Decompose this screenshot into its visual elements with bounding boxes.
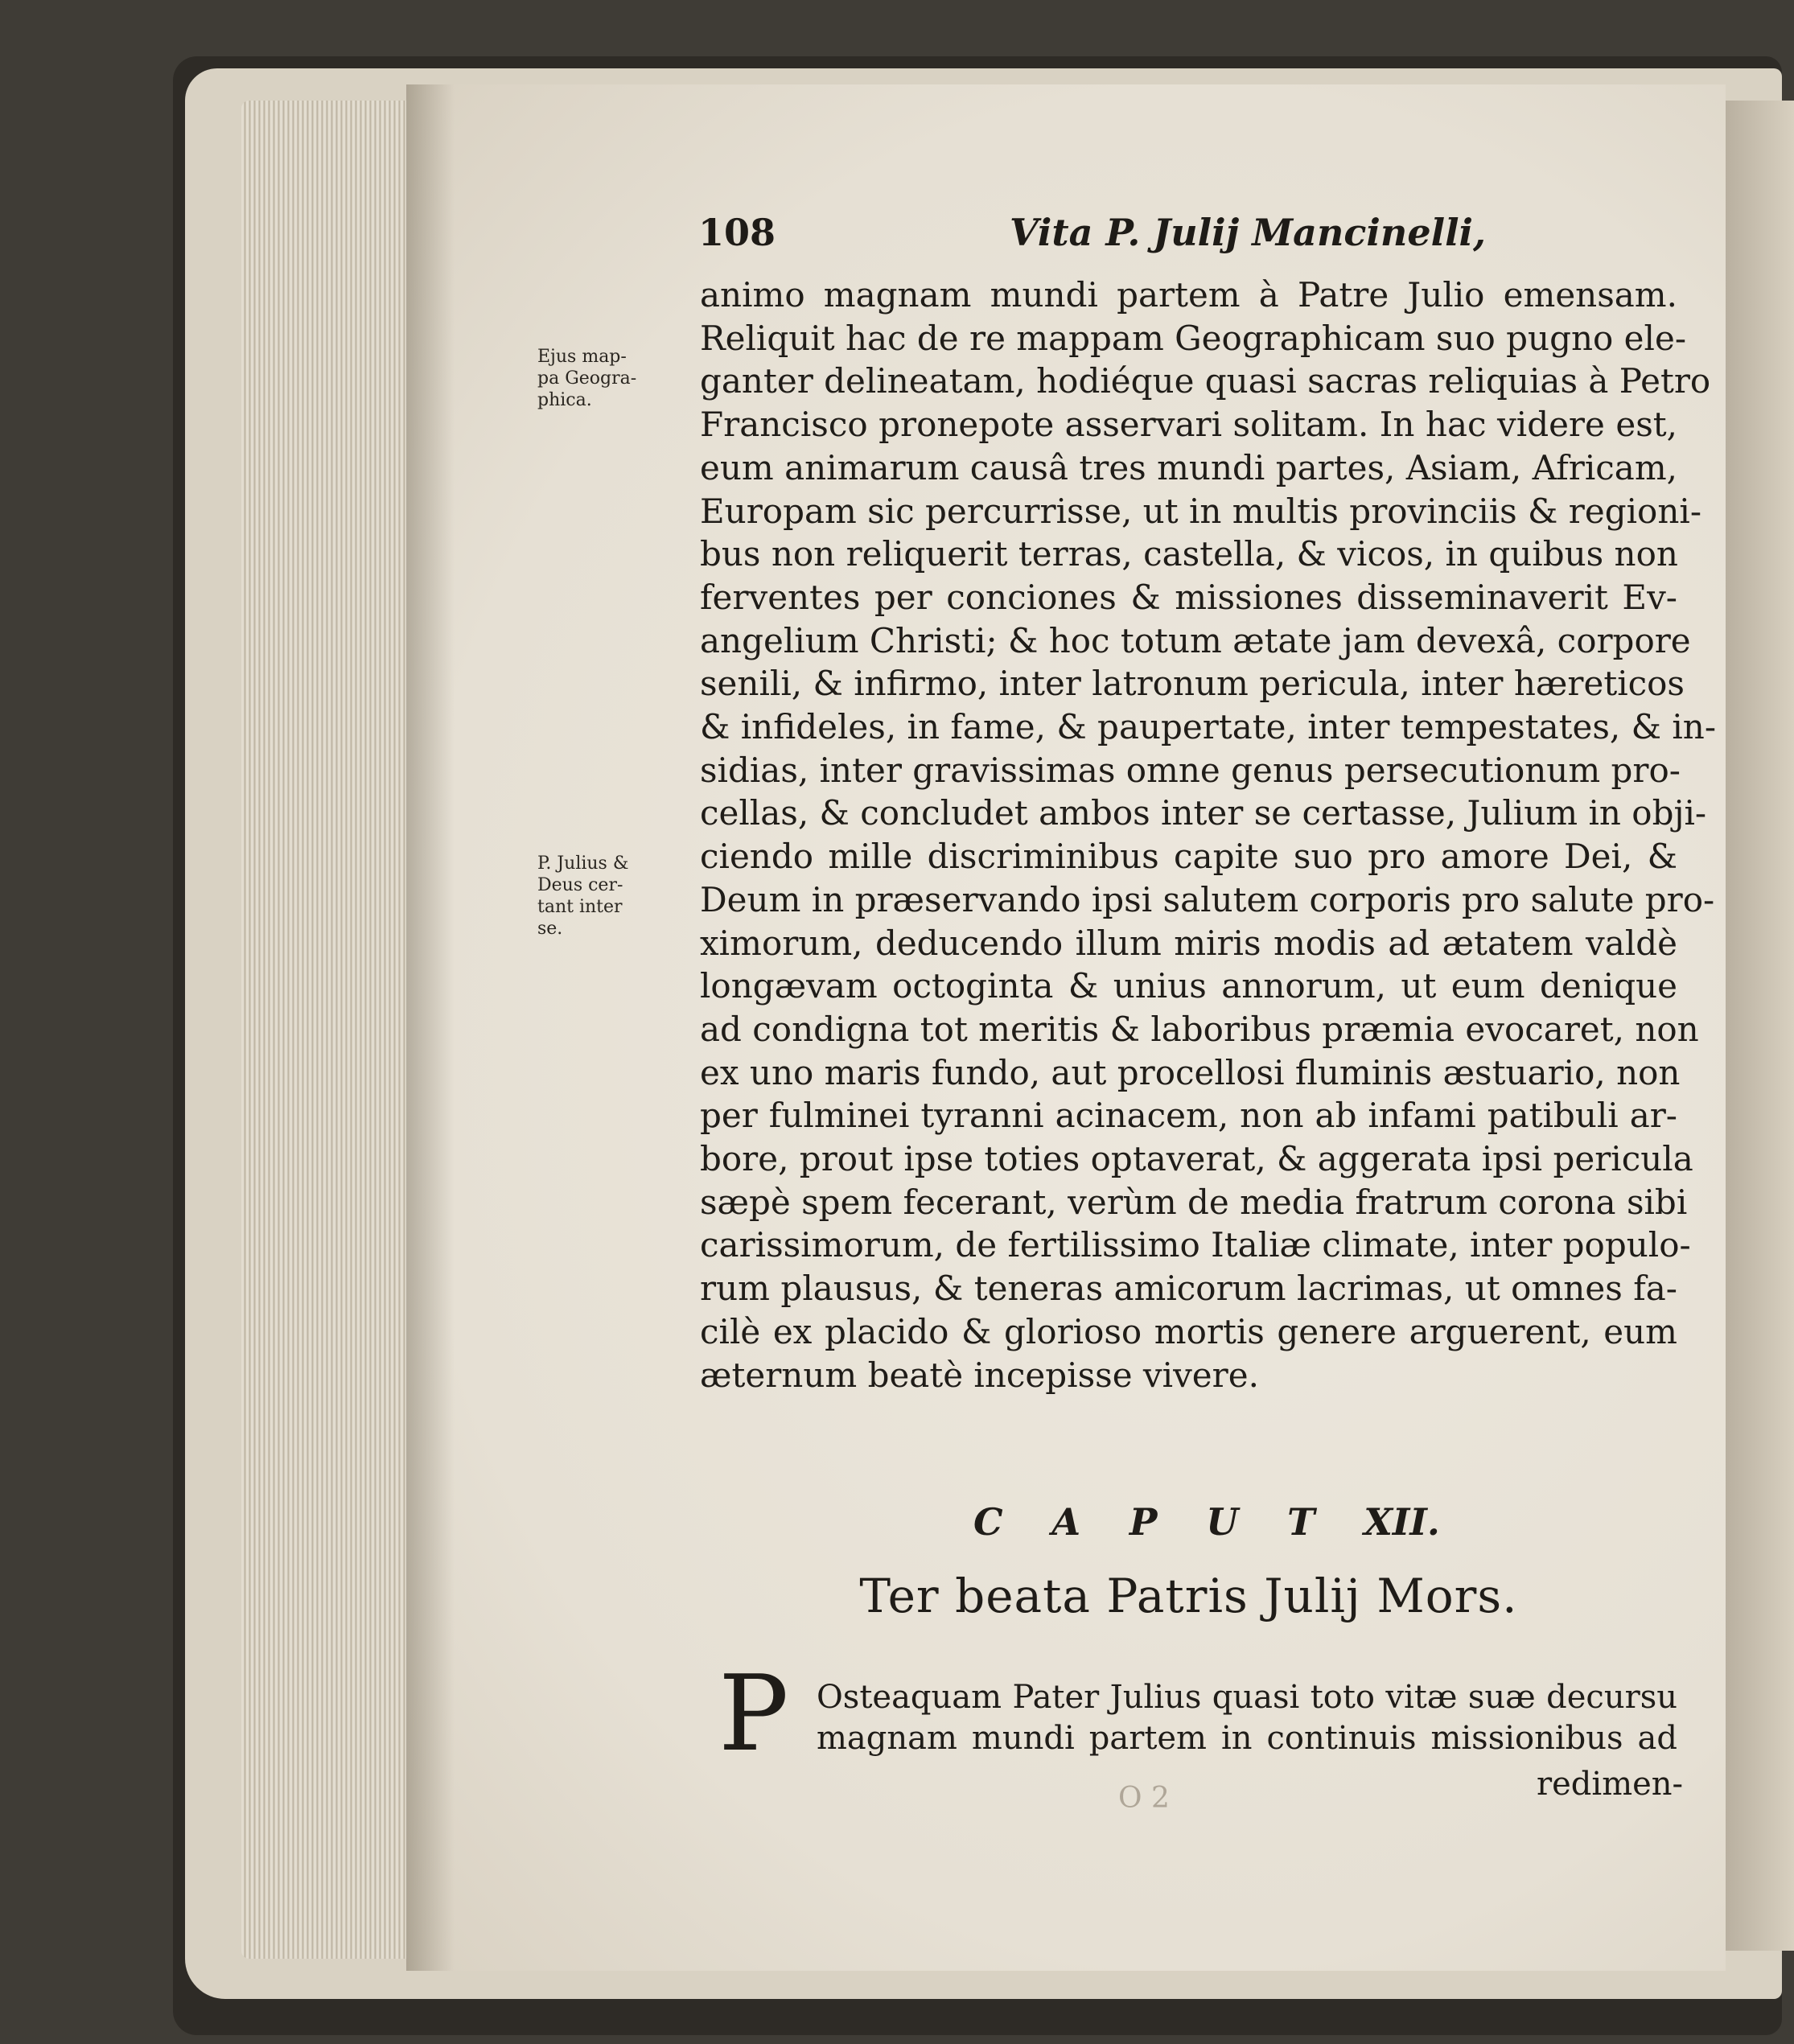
text-line: Osteaquam Pater Julius quasi toto vitæ suæ decursu [817, 1679, 1677, 1716]
text-line: cilè ex placido & glorioso mortis genere arguerent, eum [700, 1311, 1677, 1351]
text-line: ex uno maris fundo, aut procellosi fluminis æstuario, non [700, 1052, 1681, 1092]
page-edges [241, 101, 414, 1959]
chapter-label-letter: C [973, 1500, 1003, 1544]
chapter-label-letter: A [1051, 1500, 1081, 1544]
text-line: ganter delineatam, hodiéque quasi sacras reliquias à Petro [700, 361, 1711, 401]
text-line: senili, & infirmo, inter latronum pericula, inter hæreticos [700, 664, 1685, 704]
text-line: ciendo mille discriminibus capite suo pro amore Dei, & [700, 837, 1677, 877]
running-head: Vita P. Julij Mancinelli, [1010, 211, 1487, 254]
text-line: bus non reliquerit terras, castella, & vicos, in quibus non [700, 534, 1678, 574]
chapter-label-number: XII. [1364, 1500, 1440, 1544]
margin-note-line: phica. [537, 390, 592, 410]
signature-mark: O 2 [1118, 1782, 1170, 1815]
text-line: per fulminei tyranni acinacem, non ab infami patibuli ar- [700, 1096, 1677, 1136]
margin-note-line: se. [537, 919, 563, 939]
text-line: sidias, inter gravissimas omne genus persecutionum pro- [700, 750, 1681, 790]
body-text [700, 273, 1717, 1396]
chapter-label-letter: T [1287, 1500, 1315, 1544]
text-line: ximorum, deducendo illum miris modis ad ætatem valdè [700, 923, 1677, 963]
text-line: sæpè spem fecerant, verùm de media fratrum corona sibi [700, 1182, 1688, 1222]
text-line: & infideles, in fame, & paupertate, inter tempestates, & in- [700, 707, 1717, 747]
margin-note-line: Deus cer- [537, 875, 623, 895]
text-line: Deum in præservando ipsi salutem corporis pro salute pro- [700, 879, 1715, 919]
text-line: ad condigna tot meritis & laboribus præmia evocaret, non [700, 1009, 1699, 1049]
chapter-label-letter: P [1129, 1500, 1158, 1544]
gutter-shadow [406, 84, 455, 1971]
margin-note-contest [537, 853, 628, 940]
margin-note-line: pa Geogra- [537, 368, 637, 389]
text-line: cellas, & concludet ambos inter se certasse, Julium in obji- [700, 793, 1707, 833]
text-line: magnam mundi partem in continuis missionibus ad [817, 1720, 1677, 1757]
chapter-title: Ter beata Patris Julij Mors. [859, 1569, 1518, 1623]
margin-note-line: Ejus map- [537, 347, 627, 367]
text-line: bore, prout ipse toties optaverat, & aggerata ipsi pericula [700, 1139, 1693, 1179]
chapter-body-text [817, 1677, 1677, 1759]
margin-note-map [537, 346, 636, 411]
text-line: longævam octoginta & unius annorum, ut eum denique [700, 966, 1677, 1006]
chapter-label-letter: U [1206, 1500, 1239, 1544]
text-line: ferventes per conciones & missiones disseminaverit Ev- [700, 577, 1677, 617]
text-line: Francisco pronepote asservari solitam. In hac videre est, [700, 405, 1677, 445]
text-line: animo magnam mundi partem à Patre Julio emensam. [700, 275, 1677, 315]
text-line: Europam sic percurrisse, ut in multis provinciis & regioni- [700, 491, 1702, 531]
text-line: rum plausus, & teneras amicorum lacrimas, ut omnes fa- [700, 1269, 1677, 1309]
margin-note-line: tant inter [537, 897, 623, 917]
drop-cap: P [718, 1652, 789, 1775]
facing-page-edge [1726, 101, 1794, 1951]
text-line: eum animarum causâ tres mundi partes, Asiam, Africam, [700, 447, 1677, 487]
text-line: carissimorum, de fertilissimo Italiæ climate, inter populo- [700, 1225, 1691, 1265]
text-line: Reliquit hac de re mappam Geographicam suo pugno ele- [700, 318, 1687, 358]
margin-note-line: P. Julius & [537, 853, 629, 874]
text-line: æternum beatè incepisse vivere. [700, 1355, 1259, 1395]
chapter-label [973, 1500, 1440, 1544]
page-number: 108 [698, 211, 776, 254]
text-line: angelium Christi; & hoc totum ætate jam devexâ, corpore [700, 620, 1691, 660]
catchword: redimen- [1537, 1766, 1684, 1803]
